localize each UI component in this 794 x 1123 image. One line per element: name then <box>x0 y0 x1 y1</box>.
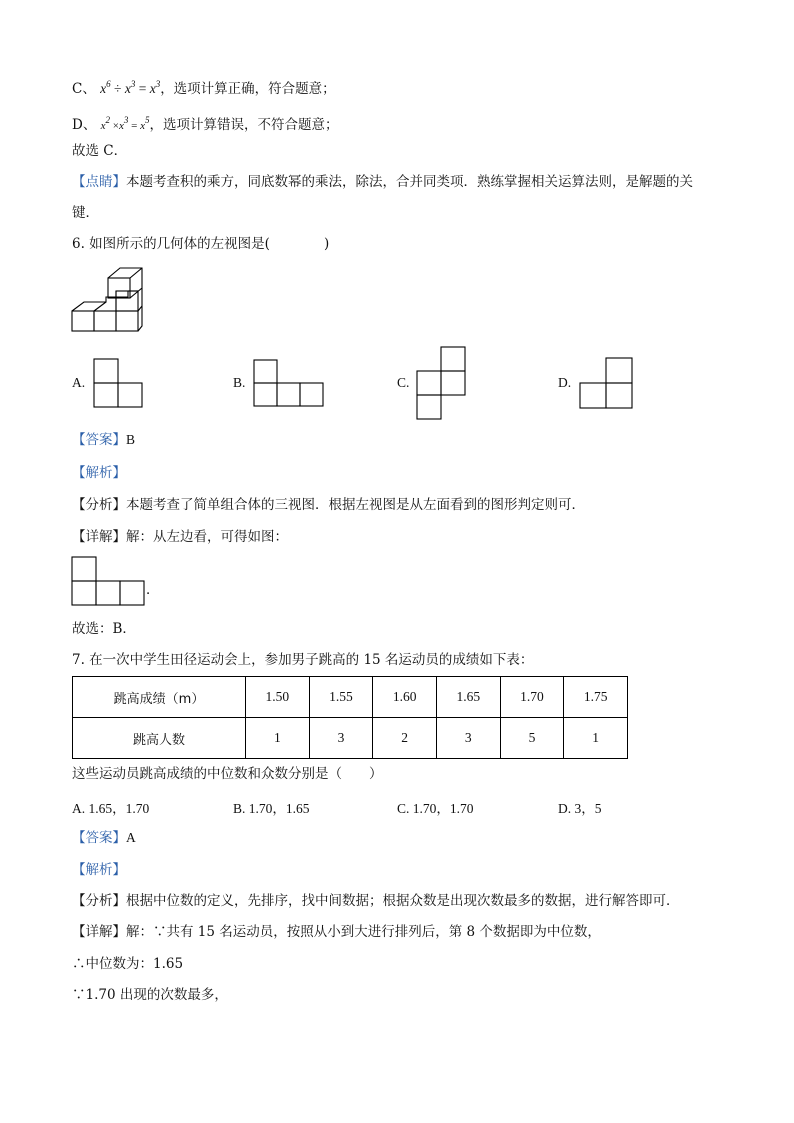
q6-choose: 故选：B． <box>72 621 136 637</box>
comment-text: 本题考查积的乘方，同底数幂的乘法，除法，合并同类项．熟练掌握相关运算法则，是解题的关 <box>126 174 693 190</box>
table-row-head: 跳高人数 <box>73 718 246 759</box>
q6-stem: 6. 如图所示的几何体的左视图是( ) <box>72 236 330 252</box>
q6-answer-line <box>72 430 135 450</box>
q6-answer-tag: 【答案】 <box>72 432 126 448</box>
q7-jiexi: 【解析】 <box>72 862 126 878</box>
table-cell: 1.70 <box>500 677 564 718</box>
q6-option-c-label: C. <box>397 375 410 390</box>
option-c-text: ，选项计算正确，符合题意； <box>160 81 336 97</box>
q6-detail-tag: 【详解】 <box>72 529 126 545</box>
q6-analysis-tag: 【分析】 <box>72 497 126 513</box>
option-d-formula: $x^2 \times x^3 = x^5$ <box>100 115 150 132</box>
q6-analysis: 本题考查了简单组合体的三视图．根据左视图是从左面看到的图形判定则可． <box>126 497 585 513</box>
option-c-line <box>72 74 336 99</box>
q6-solid-figure <box>70 264 144 334</box>
option-d-prefix: D、 <box>72 117 97 133</box>
q7-answer-tag: 【答案】 <box>72 830 126 846</box>
q7-detail-tag: 【详解】 <box>72 924 126 940</box>
table-row-head: 跳高成绩（m） <box>73 677 246 718</box>
q7-answer: A <box>126 830 136 845</box>
q7-question: 这些运动员跳高成绩的中位数和众数分别是（ ） <box>72 766 383 782</box>
q7-analysis-line <box>72 891 680 911</box>
q7-median-line: ∴中位数为：1.65 <box>72 956 184 972</box>
q7-choice-b: B. 1.70，1.65 <box>233 801 310 816</box>
q6-option-c-figure <box>416 346 468 420</box>
table-row <box>73 718 628 759</box>
q6-detail-line <box>72 527 288 547</box>
q6-jiexi: 【解析】 <box>72 465 126 481</box>
table-cell: 2 <box>373 718 437 759</box>
q7-mode-line: ∵1.70 出现的次数最多， <box>72 987 228 1003</box>
table-cell: 3 <box>309 718 373 759</box>
q6-answer: B <box>126 432 136 447</box>
option-d-line <box>72 110 338 136</box>
q6-detail: 解：从左边看，可得如图： <box>126 529 288 545</box>
comment-tag: 【点睛】 <box>72 174 126 190</box>
q7-stem: 7. 在一次中学生田径运动会上，参加男子跳高的 15 名运动员的成绩如下表： <box>72 652 534 668</box>
table-row <box>73 677 628 718</box>
q7-score-table <box>72 676 628 759</box>
table-cell: 1.75 <box>564 677 628 718</box>
q7-detail: 解：∵共有 15 名运动员，按照从小到大进行排列后，第 8 个数据即为中位数， <box>126 924 601 940</box>
table-cell: 1.50 <box>246 677 310 718</box>
q6-figure-period: ． <box>146 582 160 598</box>
table-cell: 1.65 <box>436 677 500 718</box>
q6-analysis-line <box>72 495 585 515</box>
q6-option-d-label: D. <box>558 375 572 390</box>
q6-option-d-figure <box>579 357 635 409</box>
table-cell: 3 <box>436 718 500 759</box>
option-c-prefix: C、 <box>72 81 96 97</box>
comment-text-2: 键． <box>72 205 99 221</box>
table-cell: 1.60 <box>373 677 437 718</box>
q6-option-a-figure <box>93 358 145 408</box>
q6-option-b-label: B. <box>233 375 246 390</box>
table-cell: 1 <box>246 718 310 759</box>
table-cell: 1 <box>564 718 628 759</box>
option-c-formula: $x^6 \div x^3 = x^3$ <box>100 79 161 96</box>
q7-analysis-tag: 【分析】 <box>72 893 126 909</box>
table-cell: 5 <box>500 718 564 759</box>
q7-answer-line <box>72 828 136 848</box>
option-d-text: ，选项计算错误，不符合题意； <box>149 117 339 133</box>
q6-option-b-figure <box>253 359 327 407</box>
q7-detail-line <box>72 922 601 942</box>
q7-choice-a: A. 1.65，1.70 <box>72 801 150 816</box>
table-cell: 1.55 <box>309 677 373 718</box>
q7-choice-c: C. 1.70，1.70 <box>397 801 474 816</box>
q7-analysis: 根据中位数的定义，先排序，找中间数据；根据众数是出现次数最多的数据，进行解答即可． <box>126 893 680 909</box>
choose-c-text: 故选 C． <box>72 143 128 159</box>
q7-choice-d: D. 3，5 <box>558 801 602 816</box>
q6-option-a-label: A. <box>72 375 86 390</box>
q6-solution-figure <box>71 556 147 606</box>
comment-line <box>72 172 693 192</box>
